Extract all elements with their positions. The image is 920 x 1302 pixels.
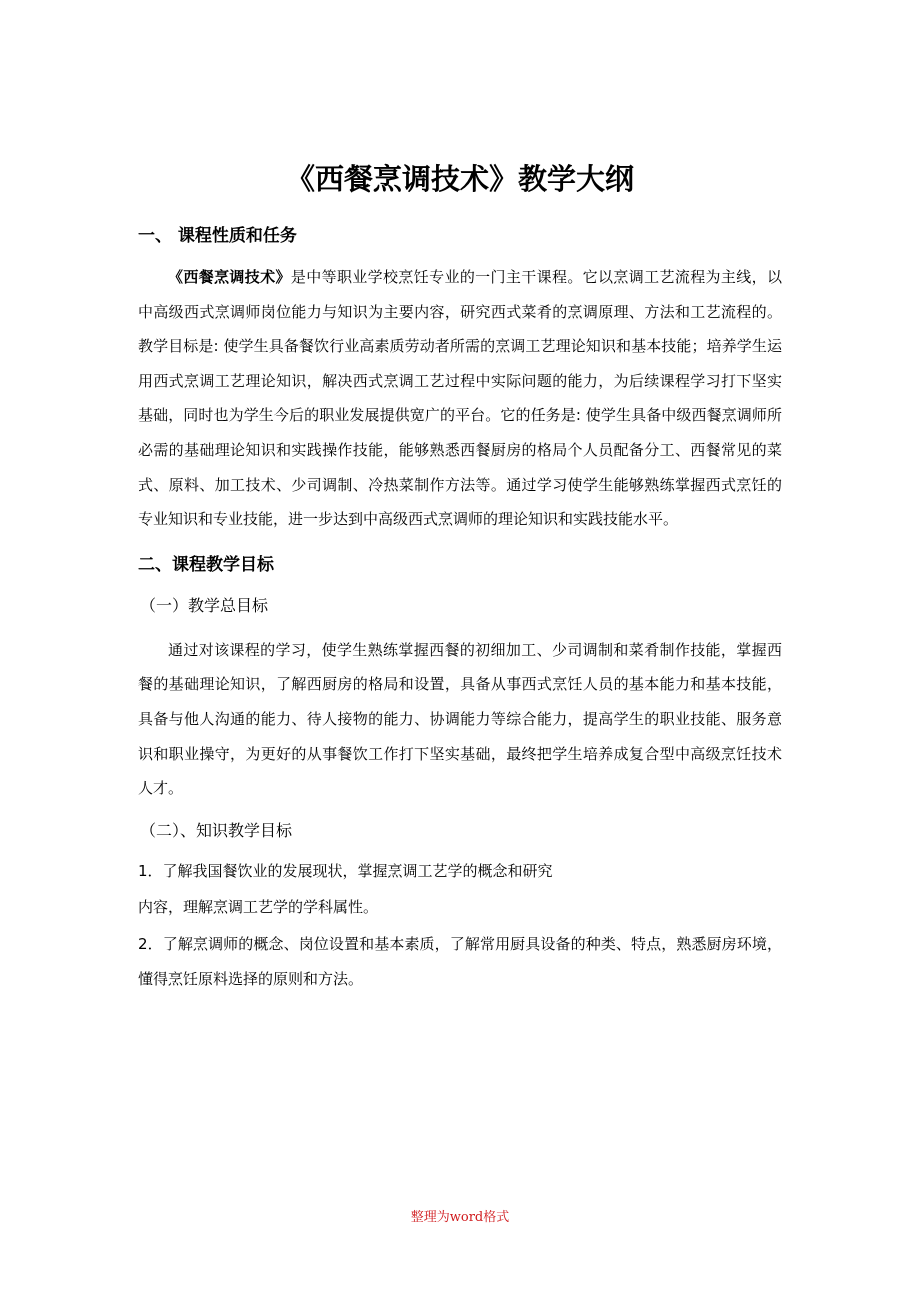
list-item-1-line-1: 1．了解我国餐饮业的发展现状，掌握烹调工艺学的概念和研究: [138, 861, 553, 880]
footer-note: 整理为word格式: [410, 1210, 510, 1225]
paragraph-course-nature: [138, 260, 782, 537]
course-name-bold: 《西餐烹调技术》: [168, 268, 291, 286]
paragraph-overall-goal: 通过对该课程的学习，使学生熟练掌握西餐的初细加工、少司调制和菜肴制作技能，掌握西餐的基础理论知识，了解西厨房的格局和设置，具备从事西式烹饪人员的基本能力和基本技能，具备与他人沟通的能力、待人接物的能力、协调能力等综合能力，提高学生的职业技能、服务意识和职业操守，为更好的从事餐饮工作打下坚实基础，最终把学生培养成复合型中高级烹饪技术人才。: [138, 640, 782, 798]
list-item-2: 2．了解烹调师的概念、岗位设置和基本素质，了解常用厨具设备的种类、特点，熟悉厨房环境，懂得烹饪原料选择的原则和方法。: [138, 934, 782, 988]
list-item-1-line-2: 内容，理解烹调工艺学的学科属性。: [138, 898, 379, 917]
subsection-heading-knowledge-goal: （二）、知识教学目标: [140, 820, 293, 840]
document-title: 《西餐烹调技术》教学大纲: [285, 162, 634, 196]
section-heading-teaching-goals: 二、课程教学目标: [138, 554, 274, 575]
document-body: [138, 150, 782, 996]
section-heading-course-nature: 一、 课程性质和任务: [138, 226, 297, 246]
subsection-heading-overall-goal: （一）教学总目标: [140, 595, 269, 615]
paragraph-course-nature-text: 是中等职业学校烹饪专业的一门主干课程。它以烹调工艺流程为主线，以中高级西式烹调师岗位能力与知识为主要内容，研究西式菜肴的烹调原理、方法和工艺流程的。教学目标是: 使学生具备餐饮行业高素质劳动者所需的烹调工艺理论知识和基本技能；培养学生运用西式烹调工艺理论知识，解决西式烹调工艺过程中实际问题的能力，为后续课程学习打下坚实基础，同时也为学生今后的职业发展提供宽广的平台。它的任务是: 使学生具备中级西餐烹调师所必需的基础理论知识和实践操作技能，能够熟悉西餐厨房的格局个人员配备分工、西餐常见的菜式、原料、加工技术、少司调制、冷热菜制作方法等。通过学习使学生能够熟练掌握西式烹饪的专业知识和专业技能，进一步达到中高级西式烹调师的理论知识和实践技能水平。: [138, 268, 782, 529]
